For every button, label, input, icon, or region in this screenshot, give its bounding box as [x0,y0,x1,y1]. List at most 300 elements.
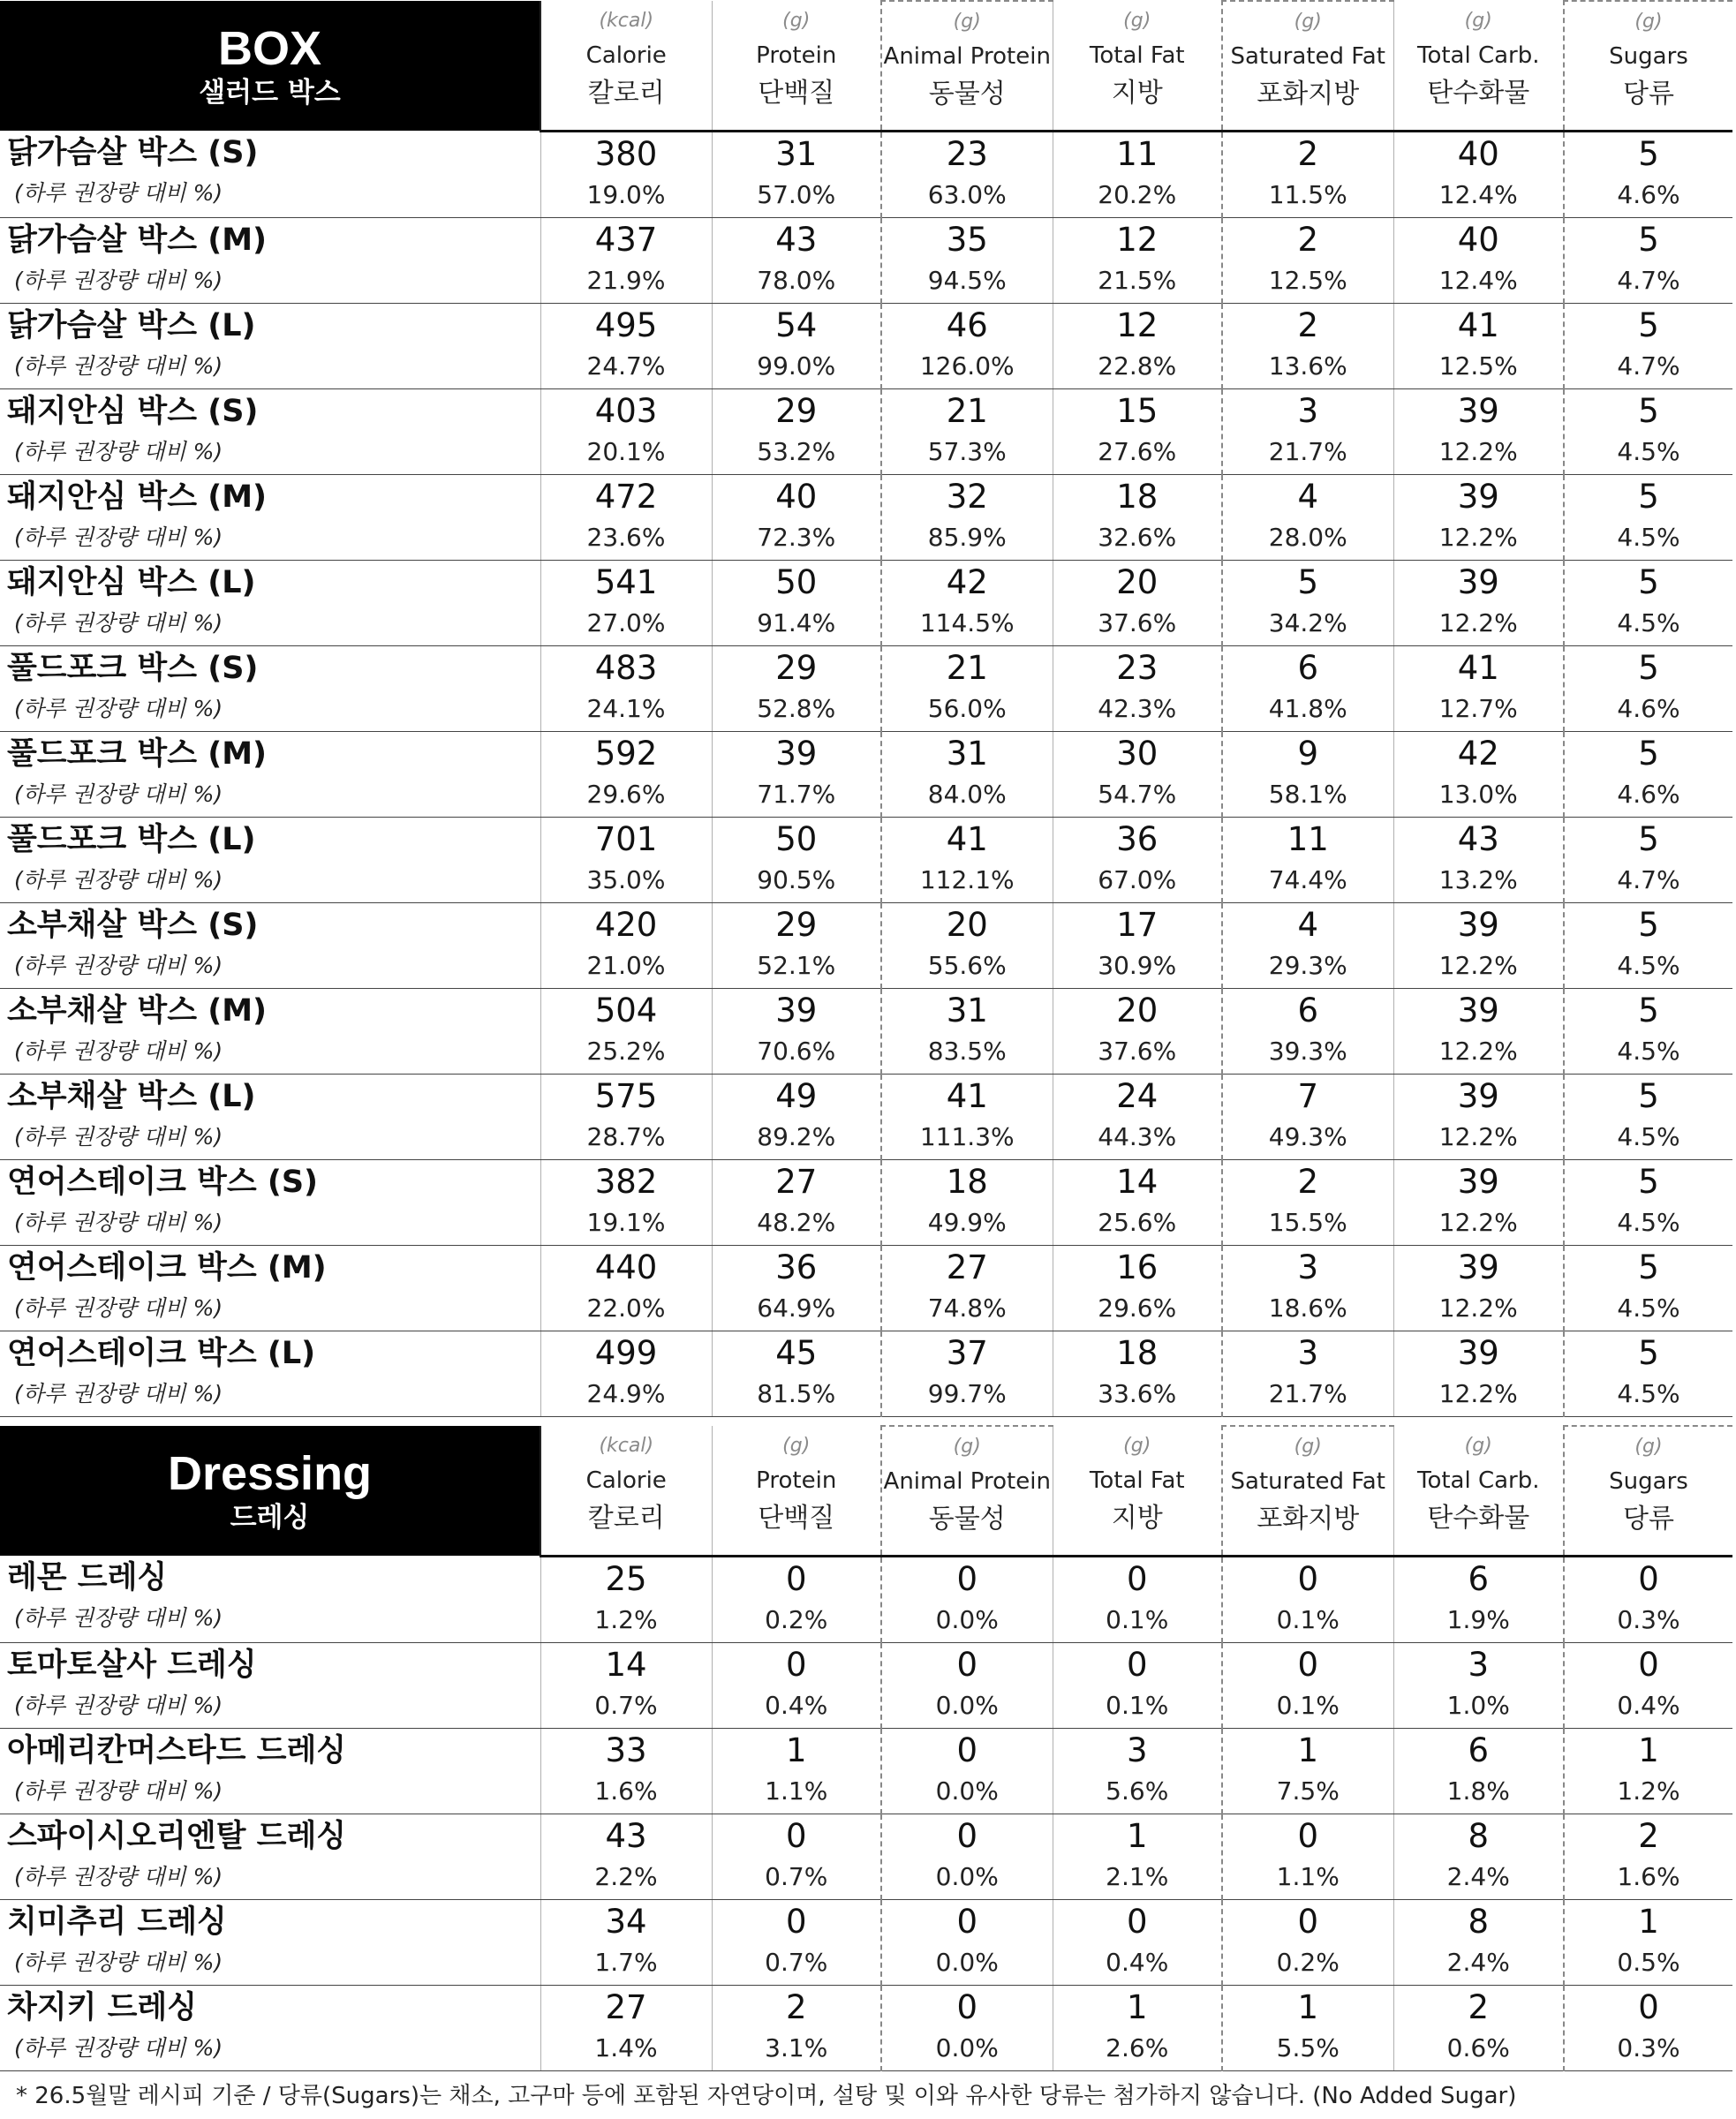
daily-value-label: (하루 권장량 대비 %) [14,2034,223,2061]
daily-value-label: (하루 권장량 대비 %) [14,866,223,893]
nutrient-value: 11 [1116,134,1159,173]
nutrient-value: 5 [1638,220,1659,259]
nutrient-value: 33 [605,1731,647,1769]
nutrient-cell [712,1899,881,1985]
item-name: 돼지안심 박스 (M) [7,479,268,515]
nutrient-value: 23 [946,134,988,173]
nutrient-percent: 15.5% [1268,1207,1347,1237]
nutrient-cell [1393,1728,1564,1814]
nutrient-cell [712,217,881,303]
nutrient-value: 41 [1457,305,1499,344]
nutrient-percent: 1.1% [1276,1861,1340,1891]
nutrient-percent: 52.1% [757,950,836,980]
nutrient-cell [1222,645,1393,731]
nutrient-percent: 12.2% [1438,1293,1518,1323]
item-name: 소부채살 박스 (S) [7,907,259,943]
nutrient-percent: 4.5% [1617,1378,1680,1408]
table-row [0,1814,1732,1899]
nutrient-percent: 5.6% [1106,1776,1169,1806]
nutrient-cell [1393,902,1564,988]
nutrient-cell [1393,817,1564,902]
item-name-cell [0,388,540,474]
nutrient-value: 20 [1116,991,1159,1029]
column-label-ko: 탄수화물 [1427,1503,1530,1534]
table-row [0,902,1732,988]
nutrient-percent: 11.5% [1268,179,1347,209]
table-row [0,388,1732,474]
nutrient-value: 39 [775,991,818,1029]
nutrient-percent: 12.2% [1438,607,1518,637]
table-row [0,645,1732,731]
nutrient-percent: 78.0% [757,265,836,295]
nutrient-value: 14 [605,1645,647,1684]
column-label-ko: 포화지방 [1257,79,1360,109]
nutrient-percent: 0.5% [1617,1947,1680,1977]
nutrient-percent: 4.7% [1617,864,1680,894]
daily-value-label: (하루 권장량 대비 %) [14,695,223,721]
nutrient-cell [712,1159,881,1245]
nutrient-cell [1222,1331,1393,1416]
table-row [0,1245,1732,1331]
nutrient-value: 27 [605,1987,647,2026]
header-row [0,1,1732,131]
daily-value-label: (하루 권장량 대비 %) [14,1605,223,1631]
nutrient-percent: 90.5% [757,864,836,894]
item-name: 차지키 드레싱 [7,1989,198,2025]
nutrient-value: 0 [785,1902,807,1941]
nutrient-cell [881,303,1053,388]
nutrient-value: 0 [1297,1559,1319,1598]
table-row [0,1642,1732,1728]
nutrient-value: 21 [946,391,988,430]
daily-value-label: (하루 권장량 대비 %) [14,952,223,978]
column-label-en: Total Fat [1089,1467,1185,1494]
nutrient-cell [881,1985,1053,2070]
nutrient-value: 39 [1457,1162,1499,1201]
nutrient-value: 41 [1457,648,1499,687]
nutrient-value: 5 [1638,1333,1659,1372]
column-label-en: Animal Protein [883,43,1051,70]
nutrient-value: 437 [594,220,658,259]
nutrient-cell [1053,1985,1222,2070]
nutrient-value: 3 [1468,1645,1490,1684]
item-name: 소부채살 박스 (L) [7,1078,256,1114]
table-row [0,474,1732,560]
nutrient-cell [1564,1728,1732,1814]
nutrient-cell [540,1159,712,1245]
nutrient-value: 27 [946,1248,988,1286]
nutrient-percent: 72.3% [757,522,836,552]
nutrient-cell [1222,1245,1393,1331]
nutrient-cell [881,988,1053,1074]
nutrient-value: 42 [1457,734,1499,773]
column-unit: (g) [1123,10,1151,32]
daily-value-label: (하루 권장량 대비 %) [14,1294,223,1321]
column-label-en: Total Carb. [1416,1467,1540,1494]
nutrient-value: 16 [1116,1248,1159,1286]
section-title-en: Dressing [167,1446,373,1500]
nutrient-percent: 83.5% [927,1036,1007,1066]
column-label-ko: 칼로리 [587,78,665,109]
nutrient-cell [712,1728,881,1814]
daily-value-label: (하루 권장량 대비 %) [14,609,223,636]
nutrient-value: 499 [594,1333,658,1372]
column-header [540,1,712,131]
nutrient-percent: 32.6% [1098,522,1177,552]
nutrient-value: 6 [1297,991,1319,1029]
nutrient-cell [1564,303,1732,388]
daily-value-label: (하루 권장량 대비 %) [14,1692,223,1718]
nutrient-percent: 84.0% [927,779,1007,809]
nutrient-value: 20 [1116,562,1159,601]
nutrient-cell [881,817,1053,902]
nutrient-percent: 12.2% [1438,522,1518,552]
nutrient-cell [712,303,881,388]
item-name: 치미추리 드레싱 [7,1904,227,1940]
nutrient-percent: 28.0% [1268,522,1347,552]
column-header [881,1,1053,131]
column-unit: (g) [1294,11,1322,33]
nutrient-cell [712,1556,881,1642]
nutrient-value: 5 [1638,1076,1659,1115]
column-label-en: Protein [756,42,837,69]
nutrient-percent: 0.4% [765,1690,828,1720]
nutrient-cell [712,902,881,988]
nutrient-percent: 4.7% [1617,351,1680,381]
nutrient-value: 31 [775,134,818,173]
nutrient-percent: 57.3% [927,436,1007,466]
nutrient-cell [881,1814,1053,1899]
nutrient-value: 0 [956,1731,978,1769]
nutrient-percent: 99.7% [927,1378,1007,1408]
nutrient-value: 1 [1126,1987,1148,2026]
nutrient-value: 2 [1297,220,1319,259]
nutrient-value: 37 [946,1333,988,1372]
nutrient-value: 50 [775,819,818,858]
nutrient-value: 3 [1297,391,1319,430]
nutrient-percent: 37.6% [1098,1036,1177,1066]
item-name: 연어스테이크 박스 (L) [7,1335,316,1371]
header-row [0,1426,1732,1556]
nutrient-value: 440 [594,1248,658,1286]
table-row [0,1159,1732,1245]
nutrient-value: 42 [946,562,988,601]
nutrient-cell [540,731,712,817]
nutrient-value: 4 [1297,477,1319,516]
nutrient-cell [1053,817,1222,902]
column-label-ko: 당류 [1623,79,1674,109]
nutrient-percent: 13.0% [1438,779,1518,809]
column-unit: (g) [1634,1436,1663,1458]
nutrient-value: 0 [785,1559,807,1598]
nutrient-cell [1222,217,1393,303]
nutrient-cell [881,731,1053,817]
nutrient-cell [1053,902,1222,988]
nutrient-cell [1222,1728,1393,1814]
nutrient-cell [1393,388,1564,474]
nutrient-percent: 13.2% [1438,864,1518,894]
nutrient-percent: 3.1% [765,2032,828,2062]
nutrient-cell [1053,1814,1222,1899]
nutrient-value: 40 [775,477,818,516]
nutrient-percent: 2.4% [1446,1947,1510,1977]
column-header [1393,1,1564,131]
nutrient-value: 420 [594,905,658,944]
nutrient-cell [540,217,712,303]
nutrient-cell [540,303,712,388]
column-unit: (g) [782,10,811,32]
nutrient-cell [1393,303,1564,388]
nutrient-percent: 112.1% [919,864,1015,894]
nutrient-cell [1564,902,1732,988]
column-unit: (kcal) [599,10,654,32]
nutrient-percent: 74.4% [1268,864,1347,894]
nutrient-cell [1564,817,1732,902]
column-label-en: Calorie [585,1467,667,1494]
nutrient-value: 41 [946,1076,988,1115]
nutrient-value: 39 [1457,1076,1499,1115]
nutrient-value: 11 [1287,819,1329,858]
nutrient-value: 39 [1457,391,1499,430]
nutrient-cell [881,1642,1053,1728]
nutrient-percent: 0.0% [935,2032,999,2062]
nutrient-percent: 22.8% [1098,351,1177,381]
dressing-nutrition-table [0,1425,1732,2071]
nutrient-percent: 2.6% [1106,2032,1169,2062]
item-name-cell [0,1556,540,1642]
nutrient-value: 2 [1297,305,1319,344]
nutrient-cell [712,1814,881,1899]
nutrient-percent: 24.9% [586,1378,666,1408]
nutrient-percent: 64.9% [757,1293,836,1323]
table-row [0,1985,1732,2070]
nutrient-value: 5 [1638,1162,1659,1201]
nutrient-cell [1053,560,1222,645]
nutrient-value: 12 [1116,220,1159,259]
nutrient-cell [1222,1642,1393,1728]
nutrient-value: 5 [1638,991,1659,1029]
nutrient-cell [1564,988,1732,1074]
table-row [0,560,1732,645]
nutrient-cell [540,1814,712,1899]
item-name: 연어스테이크 박스 (M) [7,1249,327,1286]
nutrient-percent: 1.2% [1617,1776,1680,1806]
nutrient-percent: 4.6% [1617,693,1680,723]
nutrient-value: 2 [1638,1816,1659,1855]
nutrient-cell [881,217,1053,303]
nutrient-cell [1564,1814,1732,1899]
nutrient-cell [881,1245,1053,1331]
nutrient-cell [540,1331,712,1416]
column-label-ko: 동물성 [928,1504,1006,1535]
nutrient-cell [1222,1159,1393,1245]
nutrient-cell [1222,1899,1393,1985]
table-row [0,1899,1732,1985]
nutrient-cell [881,1074,1053,1159]
table-row [0,731,1732,817]
section-title [0,1426,540,1556]
nutrient-cell [1222,1814,1393,1899]
nutrient-cell [1393,1159,1564,1245]
nutrient-percent: 21.5% [1098,265,1177,295]
nutrient-cell [712,1642,881,1728]
nutrient-value: 43 [1457,819,1499,858]
nutrient-cell [1222,902,1393,988]
nutrient-percent: 5.5% [1276,2032,1340,2062]
nutrient-percent: 52.8% [757,693,836,723]
nutrient-percent: 49.9% [927,1207,1007,1237]
nutrient-cell [1053,1728,1222,1814]
item-name-cell [0,1728,540,1814]
item-name: 스파이시오리엔탈 드레싱 [7,1818,347,1854]
nutrient-percent: 37.6% [1098,607,1177,637]
nutrient-percent: 25.6% [1098,1207,1177,1237]
nutrient-value: 1 [1638,1731,1659,1769]
nutrient-value: 36 [1116,819,1159,858]
item-name: 토마토살사 드레싱 [7,1647,257,1683]
nutrient-cell [540,902,712,988]
nutrient-cell [540,1074,712,1159]
nutrient-value: 0 [1126,1559,1148,1598]
nutrient-cell [1564,1159,1732,1245]
nutrient-cell [1222,1985,1393,2070]
nutrient-percent: 4.5% [1617,607,1680,637]
nutrient-value: 0 [956,1902,978,1941]
nutrient-percent: 44.3% [1098,1121,1177,1151]
section-title-ko: 샐러드 박스 [199,76,341,109]
nutrient-cell [540,1642,712,1728]
nutrient-cell [712,1985,881,2070]
nutrient-value: 5 [1638,477,1659,516]
nutrient-value: 5 [1638,305,1659,344]
nutrient-cell [1053,388,1222,474]
nutrient-cell [1393,1245,1564,1331]
daily-value-label: (하루 권장량 대비 %) [14,1037,223,1064]
nutrient-value: 0 [956,1816,978,1855]
nutrient-cell [540,1899,712,1985]
nutrient-value: 39 [1457,1248,1499,1286]
nutrient-percent: 0.7% [594,1690,658,1720]
nutrient-percent: 89.2% [757,1121,836,1151]
nutrient-percent: 41.8% [1268,693,1347,723]
nutrient-percent: 22.0% [586,1293,666,1323]
column-unit: (g) [1634,11,1663,33]
nutrient-percent: 57.0% [757,179,836,209]
nutrient-value: 0 [1638,1559,1659,1598]
column-label-en: Total Fat [1089,42,1185,69]
nutrient-value: 29 [775,905,818,944]
nutrient-percent: 34.2% [1268,607,1347,637]
nutrient-percent: 0.3% [1617,2032,1680,2062]
nutrient-value: 29 [775,391,818,430]
nutrient-value: 29 [775,648,818,687]
nutrient-percent: 4.7% [1617,265,1680,295]
daily-value-label: (하루 권장량 대비 %) [14,1380,223,1406]
nutrient-cell [881,388,1053,474]
nutrient-percent: 4.5% [1617,1207,1680,1237]
column-header [1393,1426,1564,1556]
nutrient-cell [1564,1556,1732,1642]
nutrient-percent: 2.2% [594,1861,658,1891]
nutrient-value: 701 [594,819,658,858]
daily-value-label: (하루 권장량 대비 %) [14,524,223,550]
nutrient-percent: 99.0% [757,351,836,381]
nutrient-percent: 0.6% [1446,2032,1510,2062]
nutrient-cell [1053,474,1222,560]
nutrient-value: 4 [1297,905,1319,944]
table-row [0,131,1732,217]
column-label-en: Sugars [1609,1468,1688,1495]
nutrient-value: 0 [956,1645,978,1684]
nutrient-percent: 53.2% [757,436,836,466]
nutrient-value: 23 [1116,648,1159,687]
nutrient-cell [1564,131,1732,217]
nutrient-percent: 21.0% [586,950,666,980]
nutrient-cell [712,731,881,817]
nutrient-cell [1053,217,1222,303]
nutrient-percent: 33.6% [1098,1378,1177,1408]
nutrient-value: 0 [1297,1645,1319,1684]
nutrient-percent: 12.4% [1438,265,1518,295]
nutrient-value: 54 [775,305,818,344]
nutrient-cell [881,1728,1053,1814]
nutrient-cell [712,474,881,560]
nutrient-percent: 91.4% [757,607,836,637]
nutrient-percent: 1.7% [594,1947,658,1977]
column-header [1564,1426,1732,1556]
nutrient-percent: 74.8% [927,1293,1007,1323]
column-unit: (g) [782,1435,811,1457]
nutrient-percent: 70.6% [757,1036,836,1066]
nutrient-cell [1393,474,1564,560]
column-header [1564,1,1732,131]
column-label-ko: 지방 [1111,78,1163,109]
nutrient-percent: 0.1% [1106,1690,1169,1720]
nutrient-percent: 29.3% [1268,950,1347,980]
nutrient-value: 5 [1638,391,1659,430]
item-name: 돼지안심 박스 (L) [7,564,256,600]
nutrient-value: 15 [1116,391,1159,430]
nutrient-value: 31 [946,734,988,773]
nutrient-cell [1564,1985,1732,2070]
column-label-en: Protein [756,1467,837,1494]
nutrient-cell [540,817,712,902]
nutrient-percent: 85.9% [927,522,1007,552]
nutrient-value: 14 [1116,1162,1159,1201]
column-label-en: Saturated Fat [1230,43,1385,70]
nutrient-cell [1053,1899,1222,1985]
footnote: * 26.5월말 레시피 기준 / 당류(Sugars)는 채소, 고구마 등에 포함된 자연당이며, 설탕 및 이와 유사한 당류는 첨가하지 않습니다. (No Added Sugar) [16,2083,1517,2109]
column-label-ko: 지방 [1111,1503,1163,1534]
column-unit: (g) [1294,1436,1322,1458]
nutrient-value: 5 [1638,905,1659,944]
nutrient-percent: 67.0% [1098,864,1177,894]
nutrient-percent: 12.2% [1438,1378,1518,1408]
item-name-cell [0,1642,540,1728]
nutrient-cell [712,645,881,731]
nutrient-percent: 4.5% [1617,1121,1680,1151]
nutrient-cell [1393,988,1564,1074]
nutrient-cell [712,1331,881,1416]
column-label-ko: 단백질 [758,1503,835,1534]
nutrient-value: 8 [1468,1902,1490,1941]
item-name-cell [0,560,540,645]
nutrient-cell [1222,303,1393,388]
nutrient-percent: 24.1% [586,693,666,723]
nutrient-value: 9 [1297,734,1319,773]
item-name-cell [0,303,540,388]
nutrient-value: 21 [946,648,988,687]
